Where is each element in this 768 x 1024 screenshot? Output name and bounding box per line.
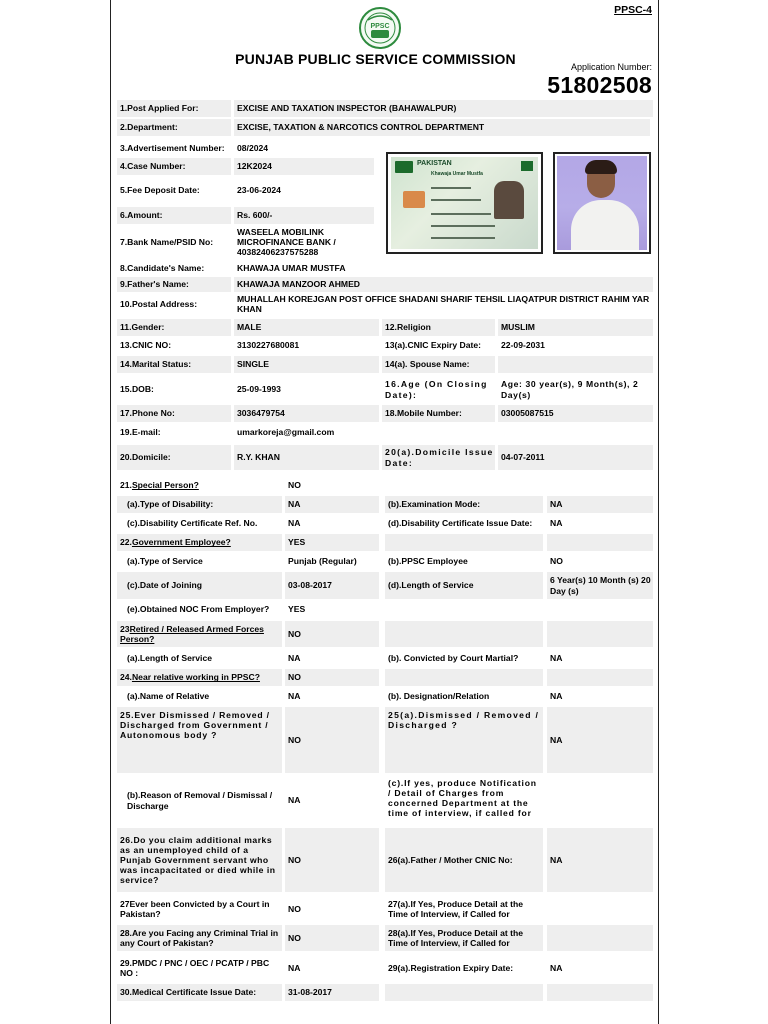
row-disability-cert (117, 515, 653, 532)
organization-title: PUNJAB PUBLIC SERVICE COMMISSION (235, 51, 516, 67)
row-armed-service-length (117, 650, 653, 667)
value-disability-cert-date: NA (550, 518, 563, 529)
label-near-relative: 24. Near relative working in PPSC? (117, 669, 282, 686)
value-notification (547, 775, 653, 826)
value-ppsc-employee: NO (550, 556, 563, 567)
value-candidate-name: KHAWAJA UMAR MUSTFA (237, 263, 346, 274)
label-marital: 14.Marital Status: (117, 356, 231, 373)
label-dob: 15.DOB: (120, 384, 154, 395)
cnic-card-image (386, 152, 543, 254)
value-noc: YES (288, 604, 306, 615)
label-ppsc-employee: (b).PPSC Employee (388, 556, 468, 567)
label-joining: (c).Date of Joining (117, 572, 282, 599)
label-medical-certificate: 30.Medical Certificate Issue Date: (117, 984, 282, 1001)
value-gender: MALE (234, 319, 379, 336)
label-dismissed-a: 25(a).Dismissed / Removed / Discharged ? (385, 707, 543, 773)
candidate-photo (553, 152, 651, 254)
value-dismissed-a: NA (547, 707, 653, 773)
row-relative-name (117, 688, 653, 705)
cnic-card-country: PAKISTAN (417, 160, 452, 167)
label-candidate-name: 8.Candidate's Name: (120, 263, 205, 274)
label-bank: 7.Bank Name/PSID No: (120, 236, 214, 247)
label-amount: 6.Amount: (117, 207, 231, 224)
value-dismissed: NO (285, 707, 379, 773)
value-court-martial: NA (550, 653, 563, 664)
value-cnic-expiry: 22-09-2031 (501, 340, 545, 351)
label-removal-reason: (b).Reason of Removal / Dismissal / Discharge (127, 790, 273, 811)
value-department: EXCISE, TAXATION & NARCOTICS CONTROL DEPARTMENT (234, 119, 650, 136)
label-service-type: (a).Type of Service (127, 556, 203, 567)
value-post-applied: EXCISE AND TAXATION INSPECTOR (BAHAWALPUR) (234, 100, 653, 117)
value-marital: SINGLE (234, 356, 379, 373)
label-special-person: 21. Special Person? (120, 480, 199, 491)
label-case-number: 4.Case Number: (117, 158, 231, 175)
label-noc: (e).Obtained NOC From Employer? (127, 604, 270, 615)
value-domicile: R.Y. KHAN (234, 445, 379, 470)
row-postal-address (117, 292, 653, 316)
label-disability-type: (a).Type of Disability: (117, 496, 282, 513)
row-noc (117, 601, 653, 618)
label-domicile-date: 20(a).Domicile Issue Date: (382, 445, 495, 470)
value-registration-expiry: NA (550, 962, 563, 973)
label-armed-service-length: (a).Length of Service (127, 653, 212, 664)
value-postal-address: MUHALLAH KOREJGAN POST OFFICE SHADANI SHARIF TEHSIL LIAQATPUR DISTRICT RAHIM YAR KHAN (237, 293, 650, 314)
row-special-person (117, 477, 653, 494)
row-cnic (117, 337, 653, 354)
label-court-martial: (b). Convicted by Court Martial? (388, 653, 519, 664)
row-email (117, 424, 653, 441)
label-domicile: 20.Domicile: (117, 445, 231, 470)
label-phone: 17.Phone No: (117, 405, 231, 422)
row-domicile (117, 445, 653, 470)
row-father-name (117, 277, 653, 292)
value-religion: MUSLIM (498, 319, 653, 336)
value-service-type: Punjab (Regular) (288, 556, 357, 567)
row-department (117, 119, 653, 136)
value-disability-type: NA (285, 496, 379, 513)
value-case-number: 12K2024 (234, 158, 374, 175)
value-removal-reason: NA (288, 795, 301, 806)
value-joining: 03-08-2017 (285, 572, 379, 599)
label-notification: (c).If yes, produce Notification / Detail of Charges from concerned Department at the time of interview, if called for (388, 778, 537, 819)
value-cnic: 3130227680081 (237, 340, 300, 351)
label-gender: 11.Gender: (117, 319, 231, 336)
value-near-relative: NO (285, 669, 379, 686)
row-disability-type (117, 496, 653, 513)
ppsc-logo (354, 6, 406, 50)
label-exam-mode: (b).Examination Mode: (385, 496, 543, 513)
label-spouse: 14(a). Spouse Name: (382, 356, 495, 373)
row-gender-religion (117, 319, 653, 336)
row-dismissed (117, 707, 653, 773)
value-domicile-date: 04-07-2011 (498, 445, 653, 470)
row-advertisement (117, 140, 380, 157)
label-cnic: 13.CNIC NO: (120, 340, 172, 351)
row-candidate-name (117, 260, 653, 277)
label-department: 2.Department: (117, 119, 231, 136)
row-service-type (117, 553, 653, 570)
row-amount (117, 207, 380, 224)
label-disability-cert-date: (d).Disability Certificate Issue Date: (388, 518, 533, 529)
value-amount: Rs. 600/- (234, 207, 374, 224)
value-relative-name: NA (288, 691, 301, 702)
value-email: umarkoreja@gmail.com (237, 427, 335, 438)
label-age: 16.Age (On Closing Date): (385, 379, 488, 400)
value-registration: NA (288, 962, 301, 973)
label-armed-forces: 23Retired / Released Armed Forces Person? (117, 621, 282, 647)
row-phone (117, 405, 653, 422)
value-medical-certificate: 31-08-2017 (285, 984, 379, 1001)
label-relation: (b). Designation/Relation (388, 691, 490, 702)
row-registration (117, 955, 653, 981)
value-service-length: 6 Year(s) 10 Month (s) 20 Day (s) (547, 572, 653, 599)
value-mobile: 03005087515 (498, 405, 653, 422)
value-criminal-trial: NO (285, 925, 379, 951)
value-convicted: NO (288, 903, 301, 914)
label-dismissed: 25.Ever Dismissed / Removed / Discharged from Government / Autonomous body ? (117, 707, 282, 773)
value-trial-detail (547, 925, 653, 951)
label-mobile: 18.Mobile Number: (382, 405, 495, 422)
value-phone: 3036479754 (234, 405, 379, 422)
label-father-name: 9.Father's Name: (117, 277, 231, 292)
value-father-name: KHAWAJA MANZOOR AHMED (234, 277, 653, 292)
value-special-person: NO (288, 480, 301, 491)
value-exam-mode: NA (547, 496, 653, 513)
row-additional-marks (117, 828, 653, 892)
row-fee-date (117, 181, 380, 200)
label-cnic-expiry: 13(a).CNIC Expiry Date: (385, 340, 481, 351)
label-fee-date: 5.Fee Deposit Date: (120, 185, 200, 196)
row-armed-forces (117, 621, 653, 647)
value-spouse (498, 356, 653, 373)
label-relative-name: (a).Name of Relative (127, 691, 210, 702)
label-disability-cert: (c).Disability Certificate Ref. No. (127, 518, 258, 529)
row-medical-certificate (117, 984, 653, 1001)
row-joining (117, 572, 653, 599)
value-parent-cnic: NA (547, 828, 653, 892)
row-bank (117, 226, 380, 258)
value-relation: NA (550, 691, 563, 702)
application-number: 51802508 (547, 72, 652, 98)
logo-text: PPSC (370, 23, 390, 30)
form-code: PPSC-4 (614, 4, 652, 16)
label-criminal-trial: 28.Are you Facing any Criminal Trial in any Court of Pakistan? (117, 925, 282, 951)
label-convicted: 27Ever been Convicted by a Court in Pakistan? (120, 898, 270, 919)
value-additional-marks: NO (285, 828, 379, 892)
row-dob-age (117, 376, 653, 403)
value-armed-service-length: NA (288, 653, 301, 664)
value-disability-cert: NA (288, 518, 301, 529)
label-convicted-detail: 27(a).If Yes, Produce Detail at the Time of Interview, if Called for (388, 898, 524, 919)
value-government-employee: YES (285, 534, 379, 551)
row-convicted (117, 896, 653, 922)
label-post-applied: 1.Post Applied For: (117, 100, 231, 117)
row-removal-reason (117, 775, 653, 826)
row-marital (117, 356, 653, 373)
row-case-number (117, 158, 380, 175)
value-armed-forces: NO (285, 621, 379, 647)
row-near-relative (117, 669, 653, 686)
label-trial-detail: 28(a).If Yes, Produce Detail at the Time of Interview, if Called for (385, 925, 543, 951)
cnic-card-name: Khawaja Umar Mustfa (431, 171, 483, 177)
value-age: Age: 30 year(s), 9 Month(s), 2 Day(s) (501, 379, 639, 400)
label-registration: 29.PMDC / PNC / OEC / PCATP / PBC NO : (120, 957, 270, 978)
label-service-length: (d).Length of Service (385, 572, 543, 599)
label-religion: 12.Religion (382, 319, 495, 336)
label-registration-expiry: 29(a).Registration Expiry Date: (388, 962, 514, 973)
application-number-label: Application Number: (570, 62, 652, 72)
value-dob: 25-09-1993 (237, 384, 281, 395)
row-government-employee (117, 534, 653, 551)
label-additional-marks: 26.Do you claim additional marks as an unemployed child of a Punjab Government servant who was incapacitated or died while in service? (117, 828, 282, 892)
value-convicted-detail (547, 896, 653, 922)
value-advertisement: 08/2024 (237, 143, 269, 154)
value-fee-date: 23-06-2024 (237, 185, 281, 196)
application-form-page (110, 0, 659, 1024)
label-advertisement: 3.Advertisement Number: (120, 143, 225, 154)
label-parent-cnic: 26(a).Father / Mother CNIC No: (385, 828, 543, 892)
label-government-employee: 22. Government Employee? (117, 534, 282, 551)
label-postal-address: 10.Postal Address: (120, 298, 198, 309)
label-email: 19.E-mail: (120, 427, 161, 438)
row-post-applied (117, 100, 653, 117)
row-criminal-trial (117, 925, 653, 951)
value-bank: WASEELA MOBILINK MICROFINANCE BANK / 40382406237575288 (237, 226, 336, 258)
